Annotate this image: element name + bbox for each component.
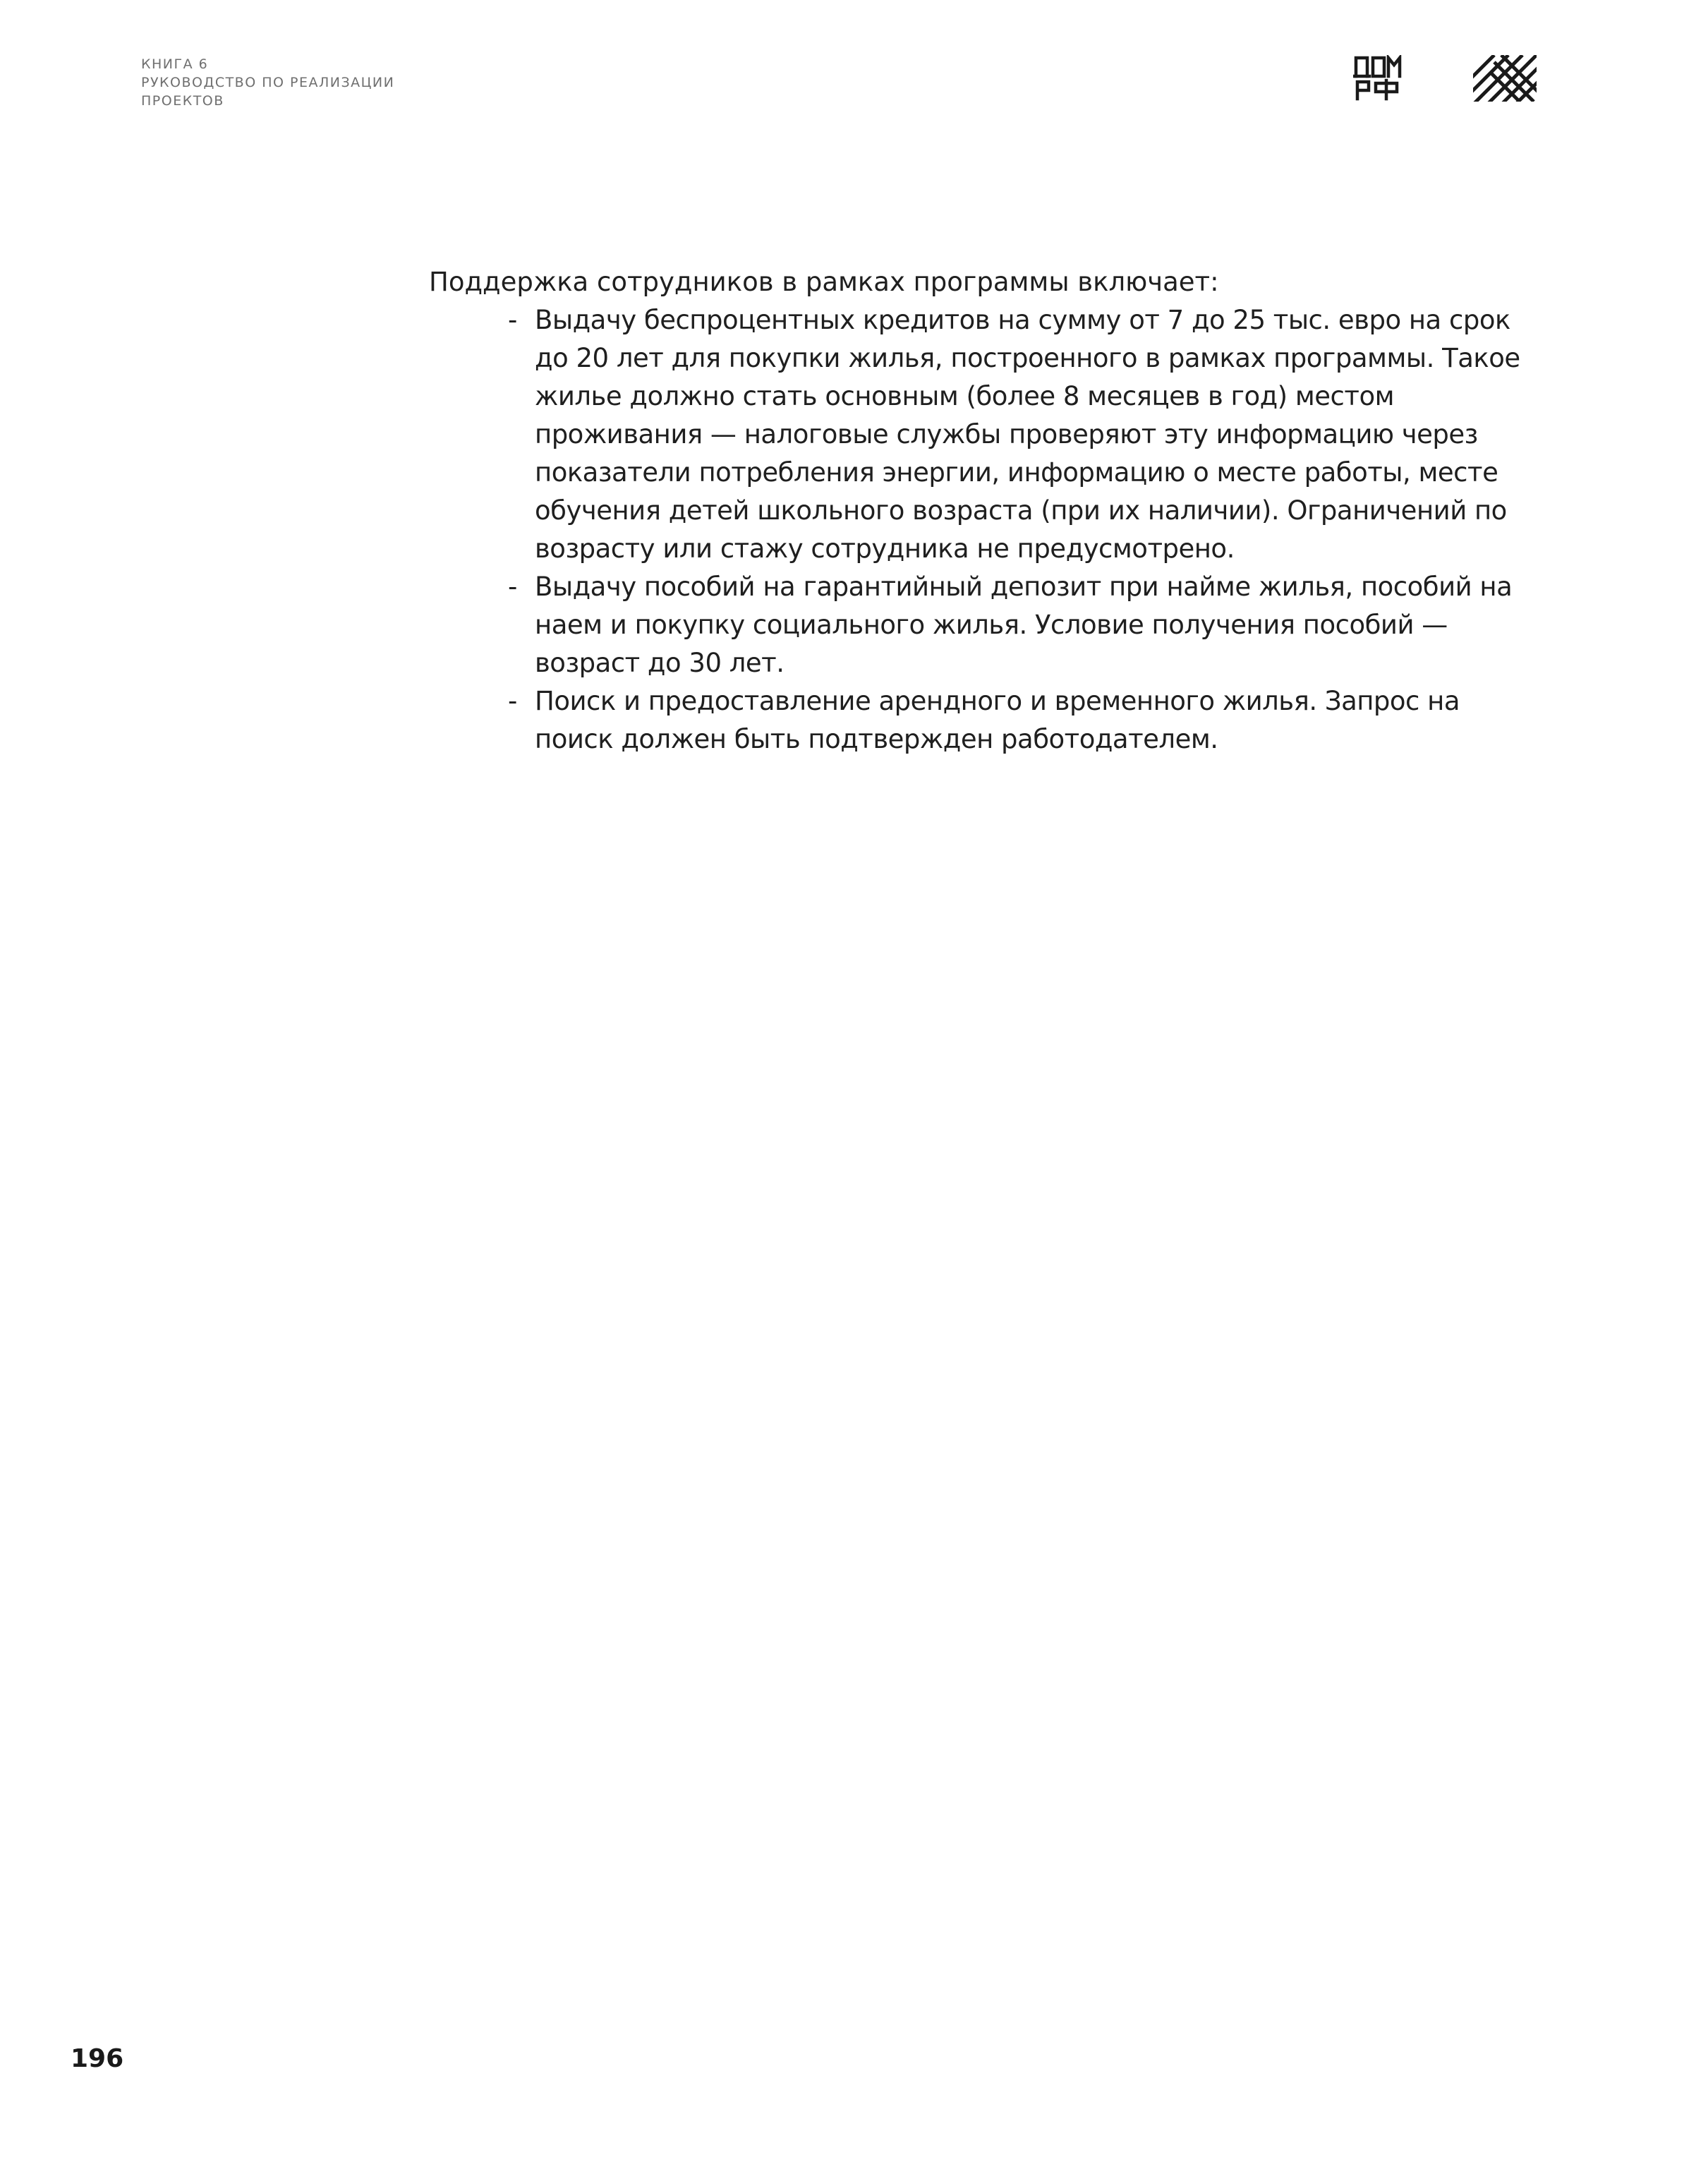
list-item [429, 568, 1537, 682]
page-number: 196 [71, 2044, 124, 2073]
list-item [429, 682, 1537, 759]
book-label: КНИГА 6 [141, 56, 209, 72]
book-title-line-2: ПРОЕКТОВ [141, 93, 224, 109]
bullet-dash: - [508, 686, 518, 716]
list-item-text: Поиск и предоставление арендного и временного жилья. Запрос на поиск должен быть подтвержден работодателем. [535, 686, 1460, 754]
running-header [141, 55, 394, 110]
dom-rf-logo [1353, 55, 1404, 102]
bullet-dash: - [508, 305, 518, 335]
body-text [429, 263, 1544, 759]
bullet-dash: - [508, 572, 518, 602]
book-title-line-1: РУКОВОДСТВО ПО РЕАЛИЗАЦИИ [141, 75, 395, 90]
support-list [429, 301, 1544, 759]
list-item [429, 301, 1537, 568]
list-item-text: Выдачу беспроцентных кредитов на сумму от 7 до 25 тыс. евро на срок до 20 лет для покупки жилья, построенного в рамках программы. Такое жилье должно стать основным (более 8 месяцев в год) местом проживания — налоговые службы проверяют эту информацию через показатели потребления энергии, информацию о месте работы, месте обучения детей школьного возраста (при их наличии). Ограничений по возрасту или стажу сотрудника не предусмотрено. [535, 305, 1520, 564]
diagonal-pattern-logo [1473, 55, 1537, 102]
intro-paragraph: Поддержка сотрудников в рамках программы включает: [429, 267, 1219, 297]
list-item-text: Выдачу пособий на гарантийный депозит при найме жилья, пособий на наем и покупку социального жилья. Условие получения пособий — возраст до 30 лет. [535, 572, 1513, 678]
